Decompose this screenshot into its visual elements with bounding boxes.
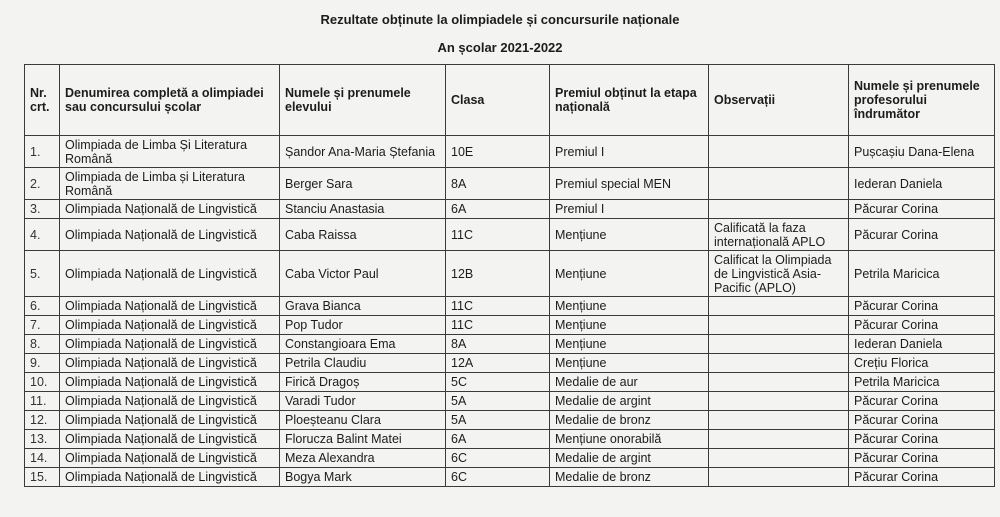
cell-premiu: Medalie de bronz: [550, 411, 709, 430]
table-row: [25, 354, 995, 373]
cell-profesor: Păcurar Corina: [849, 316, 995, 335]
cell-clasa: 8A: [446, 335, 550, 354]
cell-profesor: Păcurar Corina: [849, 200, 995, 219]
cell-observatii: [709, 200, 849, 219]
cell-clasa: 6C: [446, 449, 550, 468]
cell-clasa: 10E: [446, 136, 550, 168]
cell-nr: 4.: [25, 219, 60, 251]
cell-elev: Firică Dragoș: [280, 373, 446, 392]
table-row: [25, 297, 995, 316]
cell-premiu: Medalie de argint: [550, 449, 709, 468]
cell-nr: 11.: [25, 392, 60, 411]
table-row: [25, 468, 995, 487]
header-premiu: Premiul obținut la etapa națională: [550, 65, 709, 136]
cell-olimpiada: Olimpiada Națională de Lingvistică: [60, 449, 280, 468]
cell-profesor: Iederan Daniela: [849, 335, 995, 354]
cell-elev: Petrila Claudiu: [280, 354, 446, 373]
cell-clasa: 8A: [446, 168, 550, 200]
cell-elev: Pop Tudor: [280, 316, 446, 335]
cell-nr: 2.: [25, 168, 60, 200]
cell-premiu: Medalie de argint: [550, 392, 709, 411]
cell-profesor: Petrila Maricica: [849, 373, 995, 392]
cell-nr: 12.: [25, 411, 60, 430]
cell-elev: Berger Sara: [280, 168, 446, 200]
cell-observatii: [709, 297, 849, 316]
cell-profesor: Păcurar Corina: [849, 219, 995, 251]
cell-elev: Stanciu Anastasia: [280, 200, 446, 219]
cell-olimpiada: Olimpiada de Limba Și Literatura Română: [60, 136, 280, 168]
cell-observatii: [709, 411, 849, 430]
table-row: [25, 136, 995, 168]
table-row: [25, 168, 995, 200]
header-clasa: Clasa: [446, 65, 550, 136]
cell-elev: Caba Raissa: [280, 219, 446, 251]
cell-elev: Varadi Tudor: [280, 392, 446, 411]
cell-observatii: Calificată la faza internațională APLO: [709, 219, 849, 251]
cell-observatii: [709, 449, 849, 468]
document-subtitle: An școlar 2021-2022: [437, 40, 563, 55]
cell-observatii: [709, 335, 849, 354]
cell-profesor: Păcurar Corina: [849, 411, 995, 430]
cell-premiu: Mențiune: [550, 297, 709, 316]
cell-observatii: Calificat la Olimpiada de Lingvistică Asia-Pacific (APLO): [709, 251, 849, 297]
cell-elev: Bogya Mark: [280, 468, 446, 487]
table-row: [25, 335, 995, 354]
cell-nr: 15.: [25, 468, 60, 487]
cell-clasa: 5A: [446, 411, 550, 430]
cell-elev: Meza Alexandra: [280, 449, 446, 468]
cell-clasa: 5C: [446, 373, 550, 392]
cell-nr: 13.: [25, 430, 60, 449]
cell-premiu: Medalie de bronz: [550, 468, 709, 487]
table-row: [25, 411, 995, 430]
header-observatii: Observații: [709, 65, 849, 136]
cell-clasa: 6A: [446, 200, 550, 219]
table-row: [25, 430, 995, 449]
cell-elev: Florucza Balint Matei: [280, 430, 446, 449]
table-row: [25, 373, 995, 392]
cell-olimpiada: Olimpiada Națională de Lingvistică: [60, 297, 280, 316]
cell-profesor: Păcurar Corina: [849, 392, 995, 411]
cell-nr: 7.: [25, 316, 60, 335]
header-nr: Nr. crt.: [25, 65, 60, 136]
header-olimpiada: Denumirea completă a olimpiadei sau concursului școlar: [60, 65, 280, 136]
cell-premiu: Premiul I: [550, 136, 709, 168]
cell-profesor: Pușcașiu Dana-Elena: [849, 136, 995, 168]
cell-observatii: [709, 354, 849, 373]
cell-premiu: Mențiune onorabilă: [550, 430, 709, 449]
cell-premiu: Mențiune: [550, 251, 709, 297]
cell-premiu: Premiul I: [550, 200, 709, 219]
cell-observatii: [709, 373, 849, 392]
cell-olimpiada: Olimpiada Națională de Lingvistică: [60, 392, 280, 411]
table-row: [25, 219, 995, 251]
cell-profesor: Păcurar Corina: [849, 297, 995, 316]
cell-nr: 14.: [25, 449, 60, 468]
cell-olimpiada: Olimpiada Națională de Lingvistică: [60, 354, 280, 373]
cell-clasa: 12A: [446, 354, 550, 373]
cell-premiu: Mențiune: [550, 219, 709, 251]
cell-nr: 3.: [25, 200, 60, 219]
cell-clasa: 12B: [446, 251, 550, 297]
header-profesor: Numele și prenumele profesorului îndrumător: [849, 65, 995, 136]
cell-elev: Șandor Ana-Maria Ștefania: [280, 136, 446, 168]
cell-clasa: 11C: [446, 219, 550, 251]
cell-olimpiada: Olimpiada de Limba și Literatura Română: [60, 168, 280, 200]
cell-elev: Constangioara Ema: [280, 335, 446, 354]
cell-elev: Caba Victor Paul: [280, 251, 446, 297]
cell-nr: 6.: [25, 297, 60, 316]
cell-profesor: Păcurar Corina: [849, 449, 995, 468]
cell-premiu: Premiul special MEN: [550, 168, 709, 200]
cell-premiu: Medalie de aur: [550, 373, 709, 392]
cell-olimpiada: Olimpiada Națională de Lingvistică: [60, 373, 280, 392]
header-row: [25, 65, 995, 136]
cell-nr: 9.: [25, 354, 60, 373]
cell-olimpiada: Olimpiada Națională de Lingvistică: [60, 200, 280, 219]
cell-olimpiada: Olimpiada Națională de Lingvistică: [60, 430, 280, 449]
cell-nr: 10.: [25, 373, 60, 392]
cell-nr: 8.: [25, 335, 60, 354]
cell-olimpiada: Olimpiada Națională de Lingvistică: [60, 468, 280, 487]
cell-clasa: 11C: [446, 297, 550, 316]
cell-profesor: Crețiu Florica: [849, 354, 995, 373]
cell-olimpiada: Olimpiada Națională de Lingvistică: [60, 411, 280, 430]
cell-olimpiada: Olimpiada Națională de Lingvistică: [60, 219, 280, 251]
cell-nr: 5.: [25, 251, 60, 297]
cell-clasa: 11C: [446, 316, 550, 335]
cell-premiu: Mențiune: [550, 354, 709, 373]
cell-observatii: [709, 430, 849, 449]
cell-profesor: Păcurar Corina: [849, 430, 995, 449]
cell-elev: Ploeșteanu Clara: [280, 411, 446, 430]
table-row: [25, 316, 995, 335]
cell-profesor: Iederan Daniela: [849, 168, 995, 200]
header-elev: Numele și prenumele elevului: [280, 65, 446, 136]
cell-clasa: 6C: [446, 468, 550, 487]
cell-nr: 1.: [25, 136, 60, 168]
table-row: [25, 392, 995, 411]
cell-clasa: 6A: [446, 430, 550, 449]
cell-profesor: Petrila Maricica: [849, 251, 995, 297]
cell-premiu: Mențiune: [550, 335, 709, 354]
cell-observatii: [709, 468, 849, 487]
cell-profesor: Păcurar Corina: [849, 468, 995, 487]
cell-observatii: [709, 316, 849, 335]
results-table: [24, 64, 995, 487]
table-row: [25, 449, 995, 468]
document-title: Rezultate obținute la olimpiadele și concursurile naționale: [320, 12, 680, 27]
cell-clasa: 5A: [446, 392, 550, 411]
cell-observatii: [709, 136, 849, 168]
cell-observatii: [709, 392, 849, 411]
cell-olimpiada: Olimpiada Națională de Lingvistică: [60, 316, 280, 335]
table-row: [25, 200, 995, 219]
table-row: [25, 251, 995, 297]
cell-olimpiada: Olimpiada Națională de Lingvistică: [60, 251, 280, 297]
cell-elev: Grava Bianca: [280, 297, 446, 316]
cell-observatii: [709, 168, 849, 200]
cell-olimpiada: Olimpiada Națională de Lingvistică: [60, 335, 280, 354]
cell-premiu: Mențiune: [550, 316, 709, 335]
